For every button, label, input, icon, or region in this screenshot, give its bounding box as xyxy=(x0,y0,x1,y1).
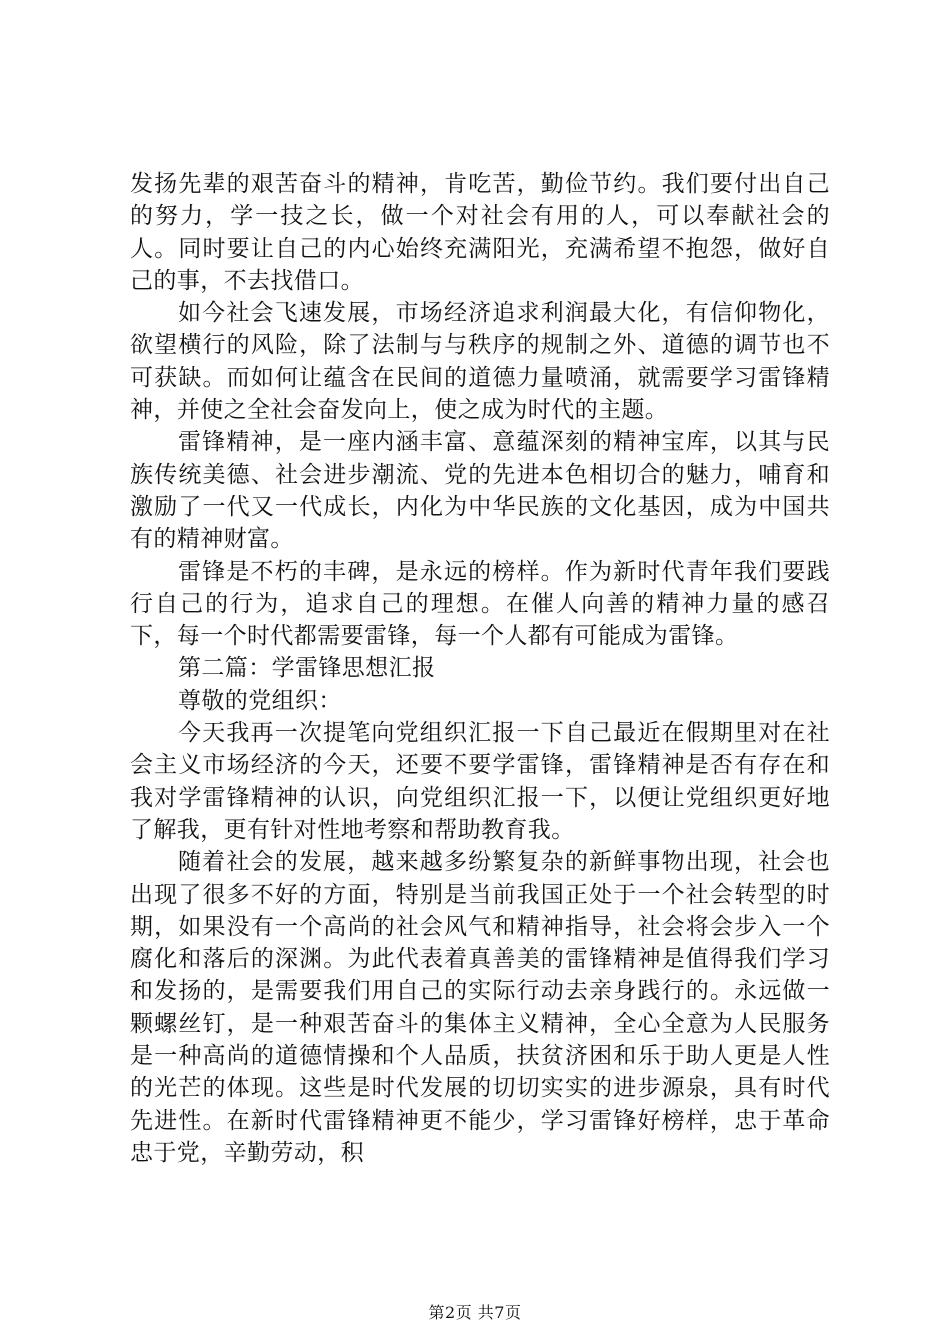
paragraph: 随着社会的发展，越来越多纷繁复杂的新鲜事物出现，社会也出现了很多不好的方面，特别是当前我国正处于一个社会转型的时期，如果没有一个高尚的社会风气和精神指导，社会将会步入一个腐化和落后的深渊。为此代表着真善美的雷锋精神是值得我们学习和发扬的，是需要我们用自己的实际行动去亲身践行的。永远做一颗螺丝钉，是一种艰苦奋斗的集体主义精神，全心全意为人民服务是一种高尚的道德情操和个人品质，扶贫济困和乐于助人更是人性的光芒的体现。这些是时代发展的切切实实的进步源泉，具有时代先进性。在新时代雷锋精神更不能少，学习雷锋好榜样，忠于革命忠于党，辛勤劳动，积 xyxy=(130,849,830,1166)
paragraph: 雷锋是不朽的丰碑，是永远的榜样。作为新时代青年我们要践行自己的行为，追求自己的理想。在催人向善的精神力量的感召下，每一个时代都需要雷锋，每一个人都有可能成为雷锋。 xyxy=(130,558,830,650)
section-heading: 第二篇：学雷锋思想汇报 xyxy=(178,655,436,682)
paragraph: 今天我再一次提笔向党组织汇报一下自己最近在假期里对在社会主义市场经济的今天，还要不要学雷锋，雷锋精神是否有存在和我对学雷锋精神的认识，向党组织汇报一下，以便让党组织更好地了解我，更有针对性地考察和帮助教育我。 xyxy=(130,720,830,843)
salutation: 尊敬的党组织： xyxy=(178,687,342,714)
page-footer: 第2页 共7页 xyxy=(428,1303,522,1322)
document-body xyxy=(130,168,830,1169)
paragraph: 雷锋精神，是一座内涵丰富、意蕴深刻的精神宝库，以其与民族传统美德、社会进步潮流、党的先进本色相切合的魅力，哺育和激励了一代又一代成长，内化为中华民族的文化基因，成为中国共有的精神财富。 xyxy=(130,429,830,553)
paragraph: 如今社会飞速发展，市场经济追求利润最大化，有信仰物化，欲望横行的风险，除了法制与与秩序的规制之外、道德的调节也不可获缺。而如何让蕴含在民间的道德力量喷涌，就需要学习雷锋精神，并使之全社会奋发向上，使之成为时代的主题。 xyxy=(130,300,830,424)
paragraph: 发扬先辈的艰苦奋斗的精神，肯吃苦，勤俭节约。我们要付出自己的努力，学一技之长，做一个对社会有用的人，可以奉献社会的人。同时要让自己的内心始终充满阳光，充满希望不抱怨，做好自己的事，不去找借口。 xyxy=(130,171,830,294)
